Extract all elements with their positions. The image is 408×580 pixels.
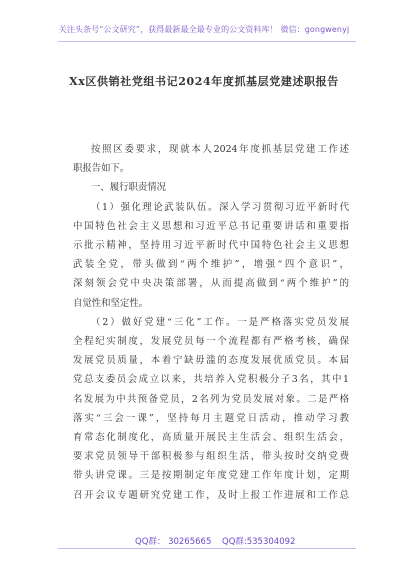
text-line: 名发展为中共预备党员，2名列为党员发展对象。二是严格 [73,393,349,405]
text-line: 党总支委员会成立以来，共培养入党积极分子3名，其中1 [73,374,349,386]
text-line: 按照区委要求，现就本人2024年度抓基层党建工作述 [91,144,349,155]
paragraph-2 [73,313,349,505]
text-line: 发展党员质量，本着宁缺毋滥的态度发展优质党员。本届 [73,355,349,367]
text-line: 要求党员领导干部积极参与组织生活，带头按时交纳党费 [73,451,349,463]
header-banner: 关注头条号“公文研究”，获得最新最全最专业的公文资料库！ 微信：gongwenyj [58,25,350,34]
footer-divider [58,548,356,549]
intro-paragraph [73,140,349,178]
qq-group-2: QQ群:535304092 [222,537,296,547]
text-line: 武装全党，带头做到“两个维护”，增强“四个意识”， [73,259,349,271]
text-line: 全程纪实制度，发展党员每一个流程都有严格考核，确保 [73,336,349,348]
text-line: （2）做好党建“三化”工作。一是严格落实党员发展 [91,316,349,328]
text-line: 带头讲党课。三是按期制定年度党建工作年度计划，定期 [73,470,349,482]
text-line: 召开会议专题研究党建工作，及时上报工作进展和工作总 [73,489,349,501]
text-line: 职报告如下。 [73,163,130,175]
text-line: 中国特色社会主义思想和习近平总书记重要讲话和重要指 [73,220,349,232]
document-title: Xx区供销社党组书记2024年度抓基层党建述职报告 [69,75,339,88]
text-line: 自觉性和坚定性。 [73,297,149,309]
header-divider [58,41,356,42]
section-heading [73,178,349,197]
text-line: 一、履行职责情况 [91,182,167,194]
text-line: 深刻领会党中央决策部署，从而提高做到“两个维护”的 [73,278,349,290]
text-line: （1）强化理论武装队伍。深入学习贯彻习近平新时代 [91,201,349,213]
text-line: 育常态化制度化，高质量开展民主生活会、组织生活会， [73,432,349,444]
text-line: 示批示精神，坚持用习近平新时代中国特色社会主义思想 [73,240,349,252]
document-body [73,140,349,505]
paragraph-1 [73,198,349,313]
text-line: 落实“三会一课”，坚持每月主题党日活动，推动学习教 [73,412,349,424]
qq-group-1: QQ群： 30265665 [135,537,212,547]
